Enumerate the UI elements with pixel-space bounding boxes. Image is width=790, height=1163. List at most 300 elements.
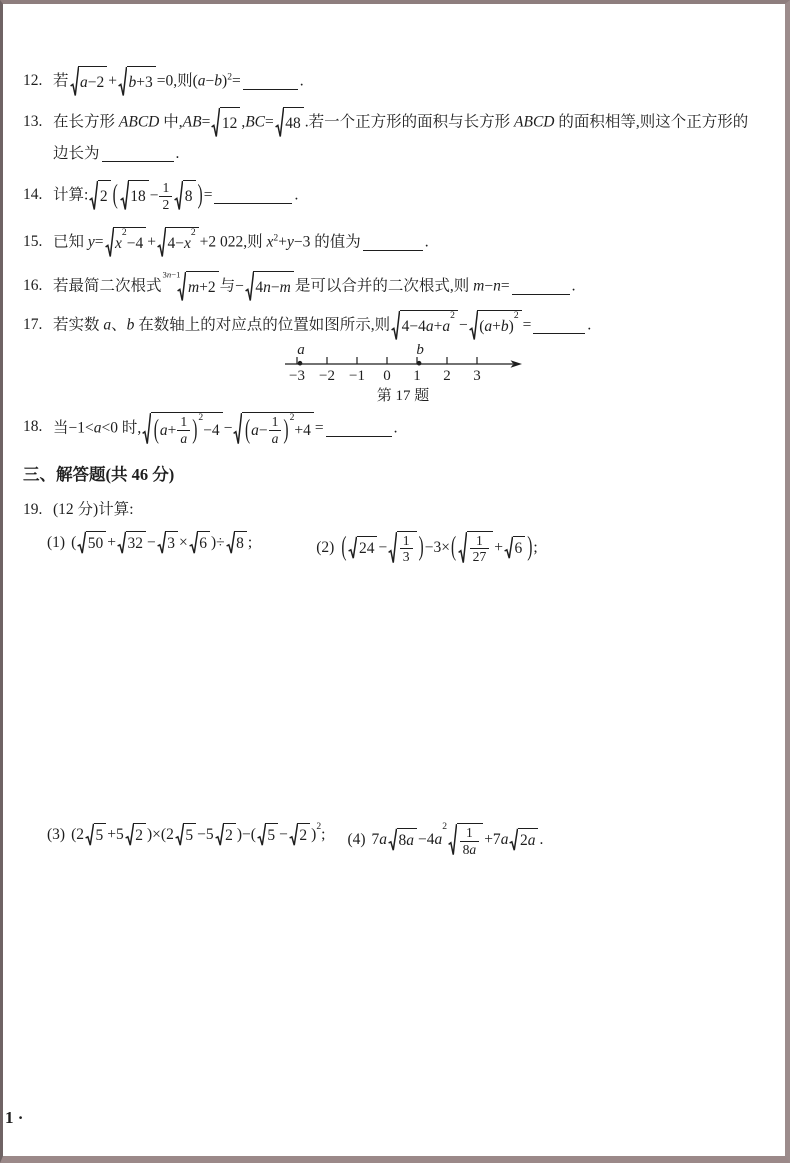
numerator — [473, 533, 486, 549]
math-variable: m — [473, 277, 485, 295]
text-run: −4 — [203, 421, 220, 439]
radical-index — [163, 260, 181, 290]
answer-blank — [512, 278, 570, 295]
exponent: 2 — [316, 821, 322, 833]
part-label: (2) — [316, 538, 335, 556]
text-run: 5 — [267, 827, 276, 845]
text-run: . — [175, 145, 180, 162]
paren-content — [347, 531, 417, 565]
radicand — [223, 823, 236, 847]
text-run: + — [147, 233, 156, 251]
exponent: 2 — [513, 310, 519, 322]
math-variable: a — [180, 431, 188, 447]
text-run: − — [205, 72, 215, 90]
tick-label: 1 — [413, 368, 421, 385]
calc-part-1 — [47, 531, 252, 555]
text-run: 在长方形 — [53, 113, 119, 131]
numerator — [177, 414, 190, 430]
text-run: 若实数 — [53, 316, 104, 334]
paren-content — [457, 531, 526, 565]
sqrt-expression — [157, 227, 199, 259]
text-run: 1 — [271, 414, 279, 430]
fraction — [159, 180, 172, 212]
text-run: − — [258, 421, 268, 439]
tick-label: 3 — [473, 368, 481, 385]
text-run: = — [314, 420, 324, 438]
text-run: 6 — [514, 539, 523, 557]
part-expression — [372, 823, 544, 857]
math-variable: x — [266, 233, 274, 251]
text-run: 6 — [199, 534, 207, 552]
math-variable: b — [126, 316, 135, 334]
text-run: )−( — [236, 826, 256, 844]
radicand — [94, 823, 107, 847]
sqrt-expression — [105, 227, 147, 259]
text-run: ) — [508, 318, 514, 336]
question-text — [53, 66, 761, 98]
paren-group — [244, 414, 290, 446]
numberline-figure — [281, 344, 525, 406]
part-expression — [71, 823, 325, 847]
text-run: −4 — [126, 235, 144, 253]
sqrt-expression — [157, 531, 178, 555]
paren-group — [450, 531, 533, 565]
question-13 — [23, 107, 761, 169]
sqrt-expression — [504, 536, 525, 560]
sqrt-expression — [163, 271, 219, 303]
question-number: 16. — [23, 277, 43, 295]
radicand — [400, 310, 458, 342]
calc-parts-row — [23, 531, 761, 565]
text-run: 1 — [476, 532, 483, 548]
sqrt-expression — [174, 180, 195, 212]
sqrt-expression — [388, 531, 416, 565]
tick-label: 2 — [443, 368, 451, 385]
sqrt-expression — [448, 823, 483, 857]
exponent: 2 — [121, 227, 127, 239]
text-run: (2 — [71, 826, 84, 844]
radicand — [265, 823, 278, 847]
text-run: ; — [321, 826, 326, 844]
text-run: + — [433, 318, 443, 336]
text-run: ) — [222, 72, 228, 90]
sqrt-expression — [215, 823, 236, 847]
radicand — [253, 271, 293, 303]
question-number: 12. — [23, 72, 43, 89]
question-number: 18. — [23, 418, 43, 436]
denominator — [470, 548, 490, 565]
question-text — [53, 412, 761, 446]
text-run: 8 — [398, 832, 407, 850]
math-variable: a — [159, 421, 168, 439]
math-variable: a — [527, 832, 536, 850]
text-run: − — [458, 316, 468, 334]
radicand — [113, 227, 146, 259]
sqrt-expression — [388, 828, 417, 852]
text-run: − — [279, 826, 288, 844]
math-variable: a — [80, 74, 88, 91]
answer-blank — [363, 234, 423, 251]
sqrt-expression — [85, 823, 106, 847]
point-dot — [298, 361, 303, 366]
question-number: 17. — [23, 316, 43, 334]
fraction — [269, 414, 282, 446]
text-run: 当−1< — [53, 420, 94, 438]
right-paren: ) — [283, 414, 289, 445]
math-variable: a — [484, 318, 493, 336]
sqrt-expression — [211, 107, 240, 139]
math-variable: b — [214, 72, 223, 90]
text-run: −4 — [418, 831, 435, 849]
calc-part-4 — [347, 823, 543, 857]
text-run: 1 — [180, 414, 188, 430]
text-run: . — [587, 316, 592, 334]
text-run: +3 — [136, 74, 153, 91]
exponent: 2 — [450, 310, 455, 322]
text-run: + — [492, 318, 501, 336]
figure-caption: 第 17 题 — [376, 388, 430, 405]
radicand — [457, 823, 484, 857]
math-variable: m — [187, 279, 200, 297]
math-variable: x — [183, 235, 191, 253]
text-run: + — [107, 533, 116, 551]
text-run: +7 — [484, 831, 501, 849]
calc-part-3 — [47, 823, 325, 847]
text-run: 8 — [184, 188, 193, 206]
radicand — [183, 823, 196, 847]
text-run: × — [179, 533, 188, 551]
left-paren: ( — [450, 532, 457, 562]
text-run: 4− — [167, 235, 184, 253]
text-run: 计算: — [53, 186, 89, 204]
sqrt-expression — [89, 180, 110, 212]
right-paren: ) — [527, 532, 533, 562]
left-paren: ( — [153, 414, 159, 445]
question-17 — [23, 310, 761, 342]
text-run: 与− — [219, 277, 244, 295]
text-run: + — [278, 233, 287, 251]
page-number: 1 · — [5, 1108, 24, 1127]
text-run: − — [378, 538, 388, 556]
text-run: + — [167, 421, 177, 439]
question-16 — [23, 271, 761, 303]
question-12 — [23, 66, 761, 98]
text-run: = — [500, 277, 510, 295]
text-run: 27 — [472, 549, 487, 565]
text-run: 若 — [53, 72, 69, 90]
text-run: ( — [71, 533, 77, 551]
questions-area — [3, 4, 785, 857]
numerator — [463, 825, 476, 841]
section-header: 三、解答题(共 46 分) — [23, 464, 175, 484]
radicand — [78, 66, 107, 98]
question-18 — [23, 412, 761, 446]
text-run: 在数轴上的对应点的位置如图所示,则 — [134, 316, 391, 334]
answer-blank — [102, 146, 174, 163]
question-number: 14. — [23, 186, 43, 203]
radicand — [165, 227, 198, 259]
text-run: ; — [533, 538, 538, 556]
radicand — [242, 412, 314, 446]
calc-parts-row — [23, 823, 761, 857]
text-run: = — [232, 72, 241, 90]
text-run: − — [147, 533, 156, 551]
sqrt-expression — [142, 412, 222, 446]
text-run: − — [149, 187, 159, 205]
exponent: 2 — [198, 412, 204, 424]
sqrt-expression — [348, 536, 377, 560]
part-expression — [71, 531, 252, 555]
question-15 — [23, 227, 761, 259]
sqrt-expression — [458, 531, 493, 565]
answer-blank — [533, 317, 585, 334]
text-run: 2 — [162, 196, 170, 212]
sqrt-expression — [175, 823, 196, 847]
radicand — [126, 531, 147, 555]
sqrt-expression — [509, 828, 538, 852]
math-variable: a — [271, 431, 279, 447]
numerator — [400, 533, 413, 549]
exponent: 2 — [273, 232, 279, 244]
text-run: −3× — [424, 538, 450, 556]
text-run: = — [201, 113, 211, 131]
point-label: b — [416, 344, 424, 359]
question-text — [53, 107, 761, 169]
text-run: ) — [311, 826, 317, 844]
radicand — [133, 823, 146, 847]
paren-group — [112, 180, 204, 212]
radicand — [220, 107, 241, 139]
calc-part-2 — [316, 531, 538, 565]
question-text — [53, 271, 761, 303]
denominator — [177, 430, 190, 447]
text-run: = — [265, 113, 274, 131]
radicand — [513, 536, 526, 560]
question-14 — [23, 180, 761, 212]
math-variable: a — [500, 831, 509, 849]
radicand — [234, 531, 247, 555]
text-run: + — [494, 538, 503, 556]
text-run: 5 — [185, 827, 194, 845]
text-run: 8 — [462, 841, 470, 857]
sqrt-expression — [257, 823, 278, 847]
paren-content — [251, 414, 282, 446]
math-variable: a — [406, 832, 415, 850]
text-run: . — [299, 72, 304, 90]
text-run: . — [393, 420, 398, 438]
math-variable: a — [425, 318, 434, 336]
math-variable: b — [500, 318, 509, 336]
left-paren: ( — [112, 180, 118, 211]
left-paren: ( — [244, 414, 251, 445]
question-text — [53, 310, 761, 342]
question-text — [53, 495, 761, 525]
math-variable: a — [379, 831, 388, 849]
text-run: − — [223, 420, 233, 438]
radicand — [477, 310, 521, 342]
text-run: 5 — [95, 827, 104, 845]
math-variable: a — [442, 318, 451, 336]
radicand — [518, 828, 539, 852]
left-paren: ( — [341, 532, 347, 562]
text-run: 是可以合并的二次根式,则 — [294, 277, 474, 295]
text-run: 、 — [111, 316, 127, 334]
math-variable: n — [493, 277, 501, 295]
radicand — [397, 828, 418, 852]
point-dot — [417, 361, 422, 366]
sqrt-expression — [391, 310, 458, 342]
math-variable: a — [251, 421, 259, 439]
radicand — [357, 536, 378, 560]
math-variable: AB — [182, 113, 202, 131]
tick-label: 0 — [383, 368, 391, 385]
text-run: 4 — [255, 279, 264, 297]
radicand — [165, 531, 178, 555]
math-variable: a — [103, 316, 112, 334]
text-run: 12 — [221, 115, 238, 132]
point-label: a — [297, 344, 305, 359]
math-variable: n — [263, 279, 271, 297]
text-run: . — [294, 186, 299, 204]
right-paren: ) — [197, 180, 203, 211]
text-run: 2 — [135, 827, 143, 845]
right-paren: ) — [418, 532, 424, 562]
text-run: ; — [247, 533, 253, 551]
radicand — [467, 531, 494, 565]
text-run: (12 分)计算: — [53, 500, 134, 518]
text-run: + — [108, 72, 118, 90]
sqrt-expression — [226, 531, 247, 555]
answer-blank — [214, 187, 292, 204]
radicand — [197, 531, 210, 555]
sqrt-expression — [70, 66, 108, 98]
question-text — [53, 180, 761, 212]
radicand — [283, 107, 304, 139]
math-variable: a — [93, 420, 102, 438]
math-variable: ABCD — [118, 113, 160, 131]
paren-content — [119, 180, 197, 212]
part-label: (4) — [347, 831, 366, 849]
text-run: . — [539, 831, 544, 849]
math-variable: n — [166, 269, 172, 280]
text-run: 中, — [159, 113, 183, 131]
tick-label: −2 — [319, 368, 335, 385]
text-run: 3 — [167, 534, 175, 552]
denominator — [269, 430, 282, 447]
math-variable: y — [286, 233, 294, 251]
text-run: 18 — [130, 188, 146, 206]
fraction — [460, 825, 480, 857]
text-run: 50 — [87, 534, 104, 552]
text-run: −1 — [171, 269, 181, 280]
text-run: −2 — [87, 74, 105, 91]
exponent: 2 — [289, 412, 295, 424]
radicand — [151, 412, 223, 446]
text-run: )×(2 — [147, 826, 174, 844]
denominator — [159, 196, 172, 213]
paren-content — [160, 414, 191, 446]
text-run: . — [571, 277, 576, 295]
text-run: 2 — [99, 188, 108, 206]
question-text — [53, 227, 761, 259]
math-variable: a — [469, 841, 477, 857]
text-run: − — [270, 279, 280, 297]
exponent: 2 — [227, 71, 233, 83]
sqrt-expression — [117, 531, 146, 555]
text-run: . — [424, 233, 429, 251]
question-number: 13. — [23, 113, 43, 130]
right-paren: ) — [192, 414, 198, 445]
math-variable: ABCD — [514, 113, 555, 131]
text-run: = — [522, 316, 532, 334]
exponent: 2 — [190, 227, 196, 239]
text-run: −3 的值为 — [293, 233, 361, 251]
fraction — [177, 414, 190, 446]
numerator — [159, 180, 172, 196]
part-label: (3) — [47, 826, 66, 844]
sqrt-expression — [245, 271, 294, 303]
text-run: 4−4 — [401, 318, 426, 336]
text-run: 3 — [402, 549, 410, 565]
sqrt-expression — [118, 66, 156, 98]
sqrt-expression — [275, 107, 304, 139]
part-label: (1) — [47, 533, 66, 551]
sqrt-expression — [469, 310, 522, 342]
text-run: , — [241, 113, 246, 131]
sqrt-expression — [120, 180, 149, 212]
radicand — [397, 531, 417, 565]
text-run: +4 — [294, 421, 311, 439]
text-run: )÷ — [211, 533, 225, 551]
text-run: =0,则( — [156, 72, 198, 90]
math-variable: a — [434, 831, 443, 849]
tick-label: −1 — [349, 368, 365, 385]
text-run: 48 — [285, 115, 301, 132]
text-run: .若一个正方形的面积与长方形 — [304, 113, 515, 131]
radicand — [297, 823, 310, 847]
fraction — [470, 533, 490, 565]
text-run: −5 — [197, 826, 214, 844]
text-run: ( — [479, 318, 485, 336]
radicand — [186, 271, 219, 303]
text-run: +2 022,则 — [199, 233, 267, 251]
radicand — [98, 180, 111, 212]
radicand — [183, 180, 196, 212]
part-expression — [340, 531, 537, 565]
text-run: 若最简二次根式 — [53, 277, 162, 295]
text-run: +2 — [199, 279, 216, 297]
fraction — [400, 533, 413, 565]
numerator — [269, 414, 282, 430]
math-variable: x — [115, 235, 122, 253]
text-run: 1 — [465, 825, 473, 841]
radicand — [86, 531, 107, 555]
text-run: <0 时, — [101, 420, 142, 438]
denominator — [460, 841, 480, 858]
text-run: 8 — [236, 534, 244, 552]
paren-group — [153, 414, 199, 446]
text-run: 2 — [519, 832, 528, 850]
numberline-axis — [281, 344, 525, 384]
radicand — [128, 180, 149, 212]
text-run: 已知 — [53, 233, 88, 251]
tick-label: −3 — [289, 368, 305, 385]
text-run: 2 — [299, 827, 308, 845]
math-variable: b — [128, 74, 137, 91]
text-run: = — [94, 233, 104, 251]
text-run: 1 — [162, 180, 170, 195]
question-number: 19. — [23, 500, 43, 518]
